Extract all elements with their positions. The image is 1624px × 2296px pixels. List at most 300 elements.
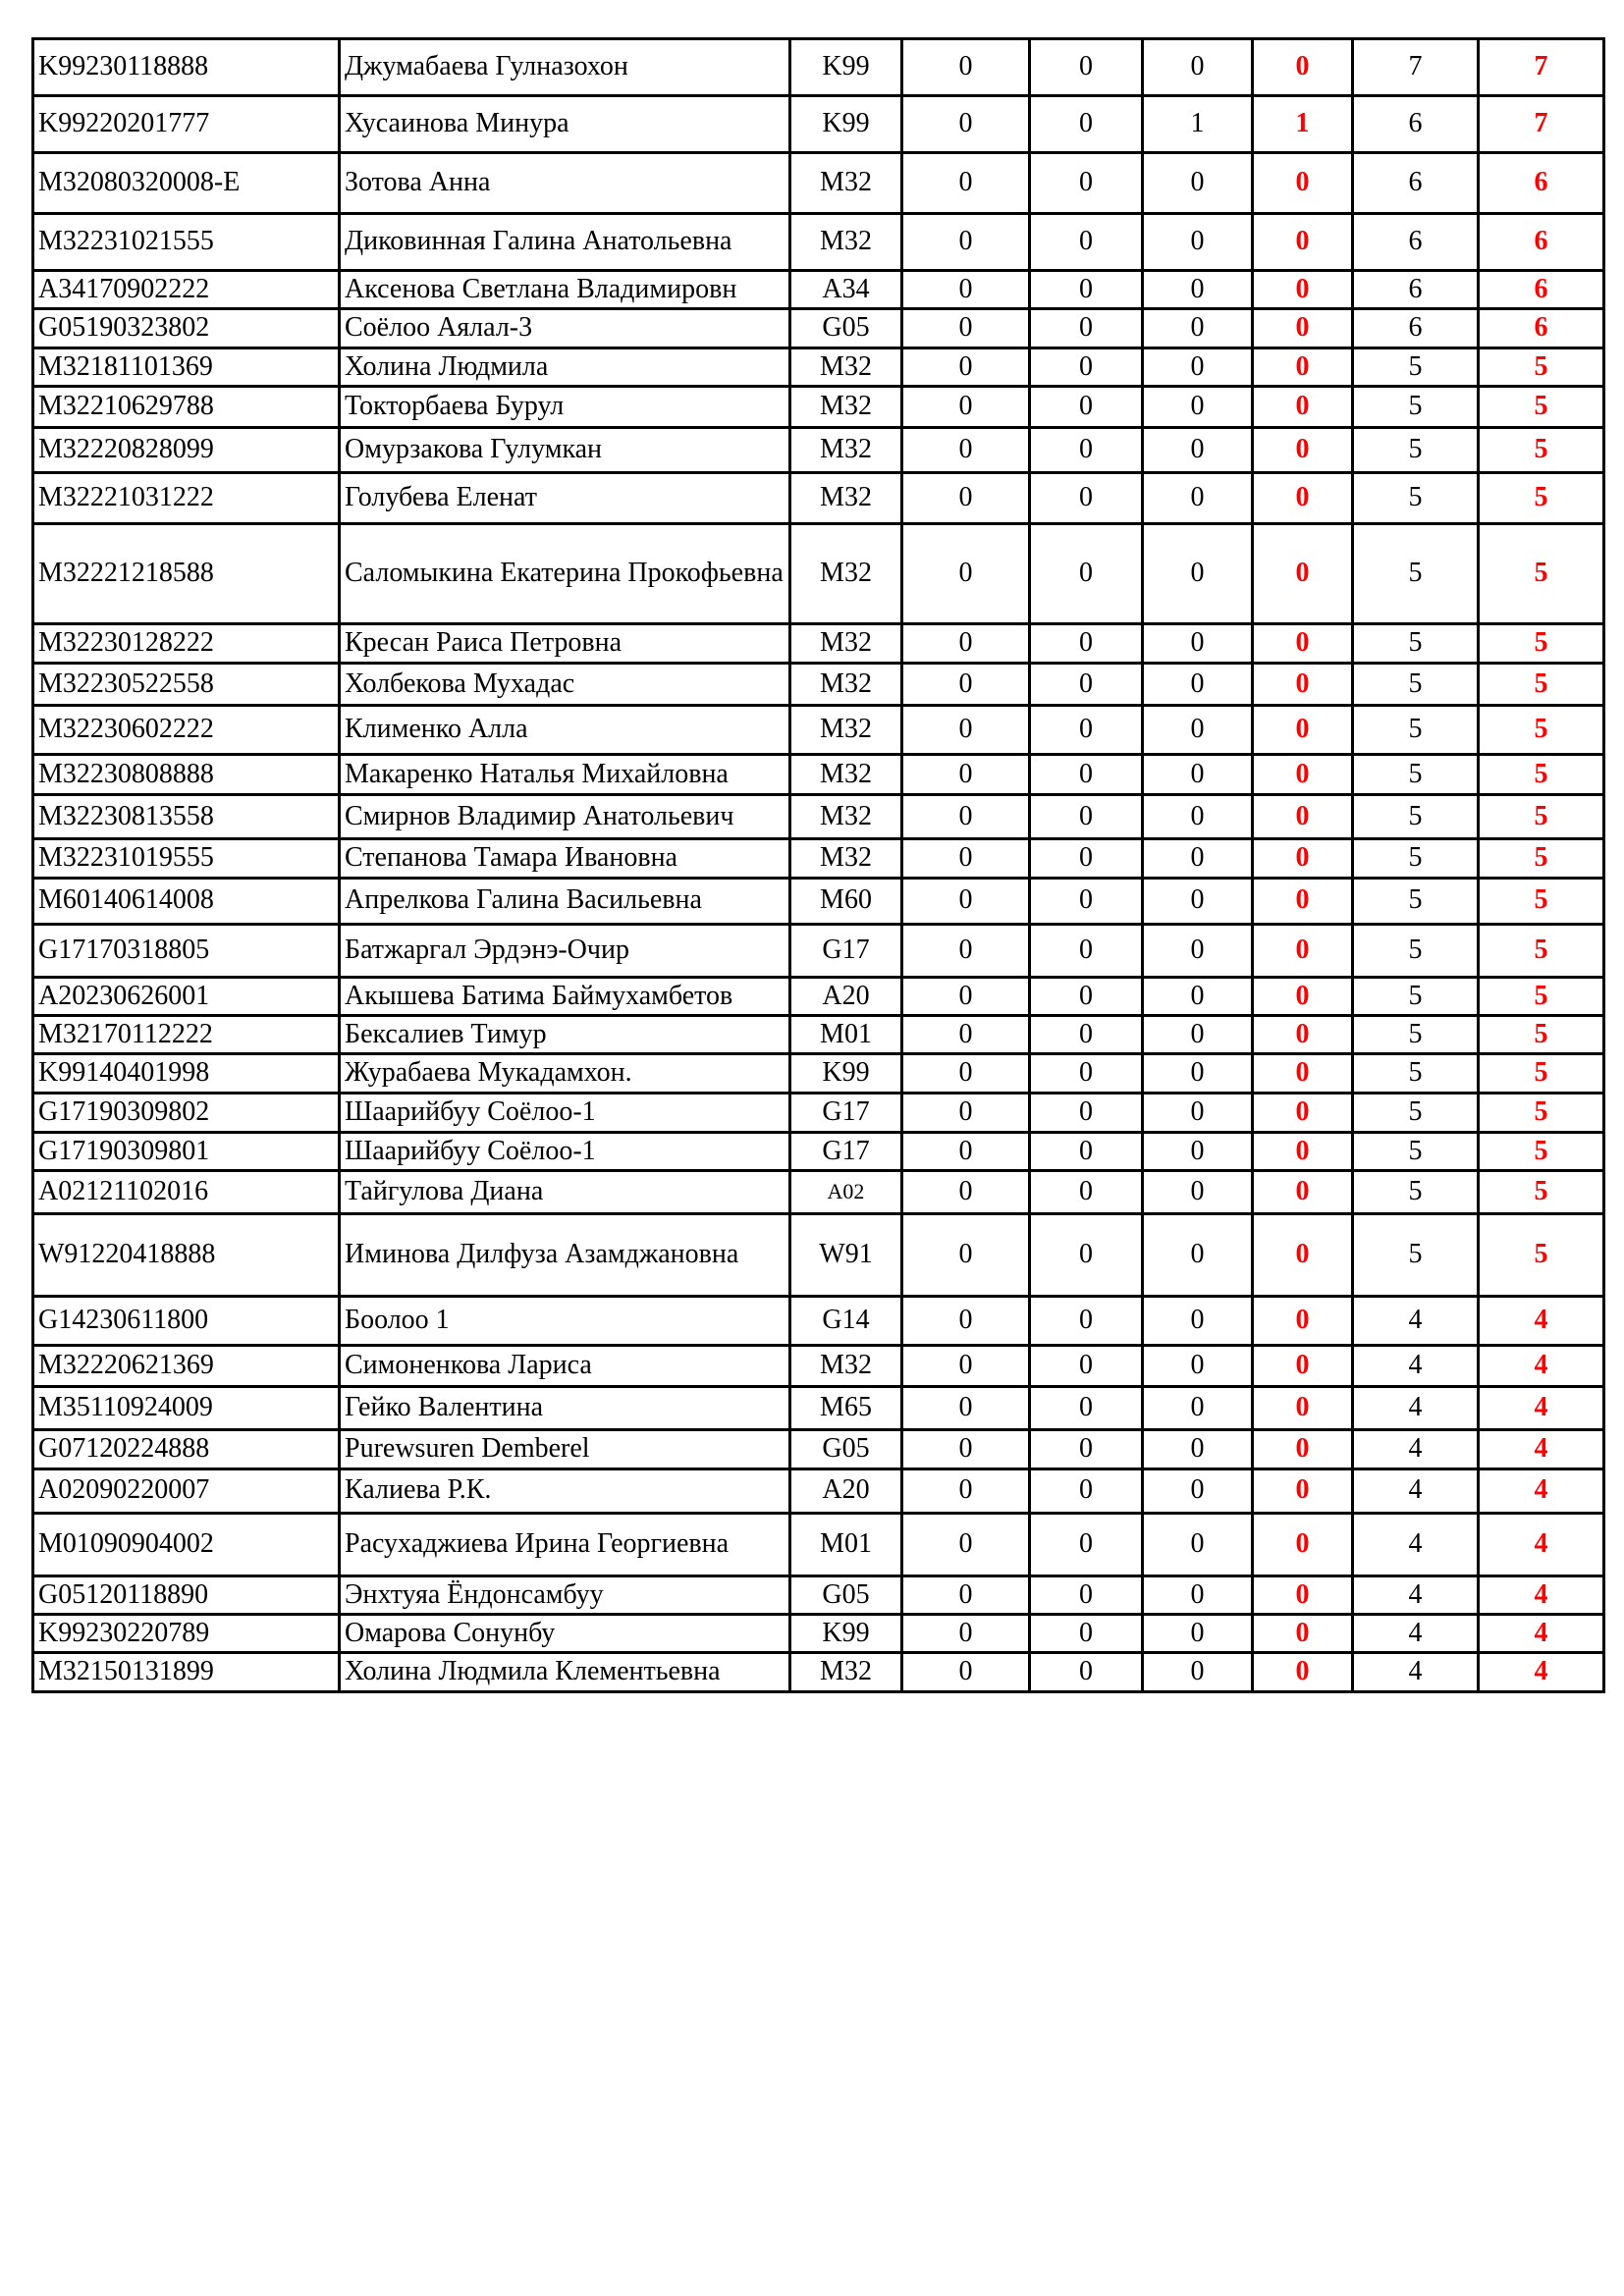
- total-score-cell: 4: [1479, 1468, 1604, 1513]
- total-score-cell: 5: [1479, 924, 1604, 977]
- participant-id-cell: M32230522558: [33, 664, 340, 706]
- score-5-cell: 5: [1353, 755, 1479, 795]
- score-4-highlight-cell: 0: [1253, 878, 1353, 924]
- score-3-cell: 0: [1143, 1132, 1253, 1170]
- participant-id-cell: M32170112222: [33, 1015, 340, 1053]
- score-5-cell: 5: [1353, 924, 1479, 977]
- score-3-cell: 0: [1143, 1653, 1253, 1691]
- score-1-cell: 0: [902, 153, 1030, 214]
- score-3-cell: 0: [1143, 664, 1253, 706]
- score-3-cell: 0: [1143, 1214, 1253, 1297]
- table-row: [33, 39, 1604, 96]
- participant-name-cell: Аксенова Светлана Владимировн: [340, 271, 790, 309]
- score-5-cell: 4: [1353, 1575, 1479, 1614]
- score-2-cell: 0: [1030, 309, 1143, 347]
- participant-id-cell: W91220418888: [33, 1214, 340, 1297]
- group-code-cell: M01: [790, 1015, 902, 1053]
- table-row: [33, 1346, 1604, 1387]
- participant-name-cell: Шаарийбуу Соёлоо-1: [340, 1093, 790, 1132]
- score-4-highlight-cell: 0: [1253, 309, 1353, 347]
- group-code-cell: M01: [790, 1513, 902, 1575]
- participant-name-cell: Батжаргал Эрдэнэ-Очир: [340, 924, 790, 977]
- table-row: [33, 1468, 1604, 1513]
- participant-name-cell: Purewsuren Demberel: [340, 1430, 790, 1468]
- table-row: [33, 347, 1604, 386]
- participant-id-cell: M60140614008: [33, 878, 340, 924]
- participant-name-cell: Расухаджиева Ирина Георгиевна: [340, 1513, 790, 1575]
- participant-name-cell: Диковинная Галина Анатольевна: [340, 214, 790, 271]
- score-4-highlight-cell: 0: [1253, 795, 1353, 839]
- group-code-cell: A20: [790, 977, 902, 1015]
- score-4-highlight-cell: 0: [1253, 214, 1353, 271]
- score-3-cell: 0: [1143, 347, 1253, 386]
- score-5-cell: 4: [1353, 1513, 1479, 1575]
- group-code-cell: M32: [790, 664, 902, 706]
- group-code-cell: M32: [790, 795, 902, 839]
- score-2-cell: 0: [1030, 1430, 1143, 1468]
- score-2-cell: 0: [1030, 1214, 1143, 1297]
- score-3-cell: 0: [1143, 795, 1253, 839]
- score-2-cell: 0: [1030, 1297, 1143, 1346]
- score-4-highlight-cell: 0: [1253, 473, 1353, 524]
- score-1-cell: 0: [902, 977, 1030, 1015]
- group-code-cell: M32: [790, 524, 902, 624]
- group-code-cell: K99: [790, 1614, 902, 1652]
- participant-name-cell: Симоненкова Лариса: [340, 1346, 790, 1387]
- group-code-cell: K99: [790, 1054, 902, 1093]
- table-row: [33, 1297, 1604, 1346]
- score-5-cell: 5: [1353, 706, 1479, 755]
- score-2-cell: 0: [1030, 96, 1143, 153]
- score-3-cell: 0: [1143, 1346, 1253, 1387]
- table-row: [33, 473, 1604, 524]
- total-score-cell: 5: [1479, 795, 1604, 839]
- group-code-cell: G17: [790, 924, 902, 977]
- score-3-cell: 0: [1143, 214, 1253, 271]
- participant-name-cell: Апрелкова Галина Васильевна: [340, 878, 790, 924]
- score-5-cell: 6: [1353, 96, 1479, 153]
- score-4-highlight-cell: 0: [1253, 755, 1353, 795]
- group-code-cell: A02: [790, 1171, 902, 1214]
- score-2-cell: 0: [1030, 664, 1143, 706]
- score-4-highlight-cell: 0: [1253, 428, 1353, 473]
- score-5-cell: 5: [1353, 878, 1479, 924]
- score-1-cell: 0: [902, 96, 1030, 153]
- participant-name-cell: Холина Людмила: [340, 347, 790, 386]
- score-1-cell: 0: [902, 706, 1030, 755]
- table-row: [33, 387, 1604, 428]
- score-1-cell: 0: [902, 428, 1030, 473]
- score-4-highlight-cell: 0: [1253, 347, 1353, 386]
- score-2-cell: 0: [1030, 795, 1143, 839]
- score-1-cell: 0: [902, 755, 1030, 795]
- score-4-highlight-cell: 0: [1253, 153, 1353, 214]
- table-row: [33, 1430, 1604, 1468]
- participant-name-cell: Бексалиев Тимур: [340, 1015, 790, 1053]
- participant-name-cell: Джумабаева Гулназохон: [340, 39, 790, 96]
- score-4-highlight-cell: 0: [1253, 1513, 1353, 1575]
- total-score-cell: 5: [1479, 706, 1604, 755]
- group-code-cell: M32: [790, 1653, 902, 1691]
- score-3-cell: 0: [1143, 524, 1253, 624]
- total-score-cell: 5: [1479, 1132, 1604, 1170]
- score-3-cell: 0: [1143, 1171, 1253, 1214]
- score-1-cell: 0: [902, 1513, 1030, 1575]
- total-score-cell: 5: [1479, 664, 1604, 706]
- table-row: [33, 878, 1604, 924]
- total-score-cell: 5: [1479, 755, 1604, 795]
- score-4-highlight-cell: 0: [1253, 1297, 1353, 1346]
- total-score-cell: 5: [1479, 1214, 1604, 1297]
- table-row: [33, 214, 1604, 271]
- participant-id-cell: M32231019555: [33, 839, 340, 878]
- score-1-cell: 0: [902, 839, 1030, 878]
- score-5-cell: 5: [1353, 387, 1479, 428]
- total-score-cell: 5: [1479, 473, 1604, 524]
- score-1-cell: 0: [902, 1468, 1030, 1513]
- score-2-cell: 0: [1030, 153, 1143, 214]
- participant-name-cell: Журабаева Мукадамхон.: [340, 1054, 790, 1093]
- total-score-cell: 5: [1479, 839, 1604, 878]
- participant-id-cell: M35110924009: [33, 1387, 340, 1430]
- score-2-cell: 0: [1030, 1653, 1143, 1691]
- table-row: [33, 428, 1604, 473]
- total-score-cell: 5: [1479, 428, 1604, 473]
- participant-name-cell: Степанова Тамара Ивановна: [340, 839, 790, 878]
- participant-id-cell: M32221031222: [33, 473, 340, 524]
- score-4-highlight-cell: 0: [1253, 1171, 1353, 1214]
- participant-name-cell: Шаарийбуу Соёлоо-1: [340, 1132, 790, 1170]
- score-4-highlight-cell: 0: [1253, 1614, 1353, 1652]
- score-1-cell: 0: [902, 1171, 1030, 1214]
- total-score-cell: 5: [1479, 977, 1604, 1015]
- score-2-cell: 0: [1030, 1575, 1143, 1614]
- score-3-cell: 0: [1143, 755, 1253, 795]
- score-1-cell: 0: [902, 347, 1030, 386]
- table-row: [33, 795, 1604, 839]
- participant-id-cell: M32231021555: [33, 214, 340, 271]
- score-4-highlight-cell: 0: [1253, 271, 1353, 309]
- table-row: [33, 1575, 1604, 1614]
- participant-name-cell: Макаренко Наталья Михайловна: [340, 755, 790, 795]
- score-4-highlight-cell: 0: [1253, 1054, 1353, 1093]
- score-4-highlight-cell: 0: [1253, 387, 1353, 428]
- participant-id-cell: A20230626001: [33, 977, 340, 1015]
- table-body: [33, 39, 1604, 1692]
- score-3-cell: 0: [1143, 1015, 1253, 1053]
- participant-id-cell: G17190309801: [33, 1132, 340, 1170]
- participant-id-cell: G17170318805: [33, 924, 340, 977]
- score-2-cell: 0: [1030, 271, 1143, 309]
- score-5-cell: 5: [1353, 1132, 1479, 1170]
- score-5-cell: 4: [1353, 1468, 1479, 1513]
- score-2-cell: 0: [1030, 624, 1143, 664]
- participant-id-cell: A02090220007: [33, 1468, 340, 1513]
- total-score-cell: 6: [1479, 153, 1604, 214]
- score-2-cell: 0: [1030, 387, 1143, 428]
- score-5-cell: 5: [1353, 664, 1479, 706]
- participant-name-cell: Зотова Анна: [340, 153, 790, 214]
- table-row: [33, 977, 1604, 1015]
- total-score-cell: 5: [1479, 1015, 1604, 1053]
- participant-name-cell: Омурзакова Гулумкан: [340, 428, 790, 473]
- score-2-cell: 0: [1030, 347, 1143, 386]
- score-5-cell: 4: [1353, 1430, 1479, 1468]
- participant-id-cell: G14230611800: [33, 1297, 340, 1346]
- score-5-cell: 5: [1353, 1054, 1479, 1093]
- group-code-cell: W91: [790, 1214, 902, 1297]
- participant-id-cell: M32080320008-E: [33, 153, 340, 214]
- group-code-cell: M32: [790, 624, 902, 664]
- score-2-cell: 0: [1030, 524, 1143, 624]
- participant-id-cell: M32230128222: [33, 624, 340, 664]
- score-3-cell: 0: [1143, 878, 1253, 924]
- score-1-cell: 0: [902, 524, 1030, 624]
- group-code-cell: G17: [790, 1132, 902, 1170]
- table-row: [33, 664, 1604, 706]
- group-code-cell: G17: [790, 1093, 902, 1132]
- score-4-highlight-cell: 0: [1253, 1214, 1353, 1297]
- score-3-cell: 0: [1143, 309, 1253, 347]
- score-2-cell: 0: [1030, 977, 1143, 1015]
- score-3-cell: 0: [1143, 1614, 1253, 1652]
- score-4-highlight-cell: 0: [1253, 624, 1353, 664]
- group-code-cell: G05: [790, 1575, 902, 1614]
- score-3-cell: 0: [1143, 624, 1253, 664]
- total-score-cell: 4: [1479, 1387, 1604, 1430]
- score-5-cell: 5: [1353, 524, 1479, 624]
- participant-name-cell: Клименко Алла: [340, 706, 790, 755]
- group-code-cell: A34: [790, 271, 902, 309]
- score-2-cell: 0: [1030, 1346, 1143, 1387]
- group-code-cell: A20: [790, 1468, 902, 1513]
- participant-id-cell: M32221218588: [33, 524, 340, 624]
- score-4-highlight-cell: 0: [1253, 706, 1353, 755]
- participant-name-cell: Боолоо 1: [340, 1297, 790, 1346]
- score-1-cell: 0: [902, 39, 1030, 96]
- score-4-highlight-cell: 0: [1253, 1430, 1353, 1468]
- participant-id-cell: M32220828099: [33, 428, 340, 473]
- group-code-cell: M32: [790, 755, 902, 795]
- score-1-cell: 0: [902, 924, 1030, 977]
- score-5-cell: 6: [1353, 271, 1479, 309]
- score-3-cell: 0: [1143, 1575, 1253, 1614]
- score-1-cell: 0: [902, 387, 1030, 428]
- score-3-cell: 0: [1143, 977, 1253, 1015]
- total-score-cell: 5: [1479, 1093, 1604, 1132]
- table-row: [33, 755, 1604, 795]
- group-code-cell: M32: [790, 153, 902, 214]
- score-1-cell: 0: [902, 624, 1030, 664]
- group-code-cell: G14: [790, 1297, 902, 1346]
- table-row: [33, 1214, 1604, 1297]
- score-5-cell: 4: [1353, 1297, 1479, 1346]
- score-3-cell: 0: [1143, 706, 1253, 755]
- table-row: [33, 924, 1604, 977]
- participant-id-cell: M32181101369: [33, 347, 340, 386]
- participant-id-cell: G05120118890: [33, 1575, 340, 1614]
- table-row: [33, 624, 1604, 664]
- group-code-cell: M32: [790, 839, 902, 878]
- score-5-cell: 4: [1353, 1614, 1479, 1652]
- score-4-highlight-cell: 0: [1253, 524, 1353, 624]
- group-code-cell: K99: [790, 39, 902, 96]
- group-code-cell: M32: [790, 428, 902, 473]
- score-4-highlight-cell: 0: [1253, 1346, 1353, 1387]
- table-row: [33, 153, 1604, 214]
- score-1-cell: 0: [902, 1093, 1030, 1132]
- participant-name-cell: Холбекова Мухадас: [340, 664, 790, 706]
- score-1-cell: 0: [902, 1346, 1030, 1387]
- score-3-cell: 0: [1143, 428, 1253, 473]
- table-row: [33, 1015, 1604, 1053]
- participant-id-cell: G07120224888: [33, 1430, 340, 1468]
- score-3-cell: 0: [1143, 1468, 1253, 1513]
- group-code-cell: M32: [790, 347, 902, 386]
- table-row: [33, 706, 1604, 755]
- score-3-cell: 0: [1143, 839, 1253, 878]
- total-score-cell: 5: [1479, 524, 1604, 624]
- score-5-cell: 6: [1353, 153, 1479, 214]
- participant-name-cell: Токторбаева Бурул: [340, 387, 790, 428]
- score-2-cell: 0: [1030, 1513, 1143, 1575]
- score-1-cell: 0: [902, 1575, 1030, 1614]
- score-4-highlight-cell: 0: [1253, 1015, 1353, 1053]
- score-2-cell: 0: [1030, 428, 1143, 473]
- group-code-cell: M32: [790, 1346, 902, 1387]
- participant-name-cell: Саломыкина Екатерина Прокофьевна: [340, 524, 790, 624]
- score-2-cell: 0: [1030, 1132, 1143, 1170]
- score-2-cell: 0: [1030, 1093, 1143, 1132]
- total-score-cell: 5: [1479, 347, 1604, 386]
- table-row: [33, 309, 1604, 347]
- score-3-cell: 0: [1143, 1513, 1253, 1575]
- participant-id-cell: K99220201777: [33, 96, 340, 153]
- score-5-cell: 5: [1353, 347, 1479, 386]
- participant-id-cell: A02121102016: [33, 1171, 340, 1214]
- results-table: [31, 37, 1605, 1693]
- total-score-cell: 4: [1479, 1297, 1604, 1346]
- score-4-highlight-cell: 0: [1253, 39, 1353, 96]
- table-row: [33, 1653, 1604, 1691]
- score-4-highlight-cell: 0: [1253, 664, 1353, 706]
- score-2-cell: 0: [1030, 1171, 1143, 1214]
- score-2-cell: 0: [1030, 1054, 1143, 1093]
- total-score-cell: 4: [1479, 1430, 1604, 1468]
- score-1-cell: 0: [902, 1387, 1030, 1430]
- participant-name-cell: Иминова Дилфуза Азамджановна: [340, 1214, 790, 1297]
- score-2-cell: 0: [1030, 1387, 1143, 1430]
- score-3-cell: 0: [1143, 1387, 1253, 1430]
- score-3-cell: 0: [1143, 271, 1253, 309]
- score-2-cell: 0: [1030, 1614, 1143, 1652]
- score-5-cell: 4: [1353, 1346, 1479, 1387]
- participant-id-cell: M01090904002: [33, 1513, 340, 1575]
- score-3-cell: 0: [1143, 1297, 1253, 1346]
- score-5-cell: 6: [1353, 309, 1479, 347]
- score-1-cell: 0: [902, 271, 1030, 309]
- table-row: [33, 1054, 1604, 1093]
- participant-id-cell: K99230118888: [33, 39, 340, 96]
- score-2-cell: 0: [1030, 1015, 1143, 1053]
- total-score-cell: 4: [1479, 1513, 1604, 1575]
- score-1-cell: 0: [902, 1015, 1030, 1053]
- table-row: [33, 96, 1604, 153]
- score-3-cell: 1: [1143, 96, 1253, 153]
- score-2-cell: 0: [1030, 924, 1143, 977]
- participant-name-cell: Соёлоо Аялал-3: [340, 309, 790, 347]
- total-score-cell: 5: [1479, 387, 1604, 428]
- score-1-cell: 0: [902, 1132, 1030, 1170]
- total-score-cell: 4: [1479, 1346, 1604, 1387]
- score-3-cell: 0: [1143, 39, 1253, 96]
- total-score-cell: 5: [1479, 878, 1604, 924]
- total-score-cell: 4: [1479, 1614, 1604, 1652]
- participant-name-cell: Тайгулова Диана: [340, 1171, 790, 1214]
- score-4-highlight-cell: 0: [1253, 1132, 1353, 1170]
- score-2-cell: 0: [1030, 878, 1143, 924]
- score-4-highlight-cell: 0: [1253, 977, 1353, 1015]
- score-1-cell: 0: [902, 795, 1030, 839]
- score-5-cell: 4: [1353, 1653, 1479, 1691]
- participant-id-cell: G05190323802: [33, 309, 340, 347]
- score-1-cell: 0: [902, 1614, 1030, 1652]
- total-score-cell: 7: [1479, 96, 1604, 153]
- group-code-cell: M65: [790, 1387, 902, 1430]
- participant-name-cell: Смирнов Владимир Анатольевич: [340, 795, 790, 839]
- total-score-cell: 6: [1479, 271, 1604, 309]
- table-row: [33, 1614, 1604, 1652]
- score-2-cell: 0: [1030, 839, 1143, 878]
- score-2-cell: 0: [1030, 473, 1143, 524]
- score-2-cell: 0: [1030, 39, 1143, 96]
- score-5-cell: 5: [1353, 1093, 1479, 1132]
- participant-name-cell: Энхтуяа Ёндонсамбуу: [340, 1575, 790, 1614]
- score-4-highlight-cell: 0: [1253, 839, 1353, 878]
- table-row: [33, 1093, 1604, 1132]
- participant-name-cell: Хусаинова Минура: [340, 96, 790, 153]
- participant-name-cell: Акышева Батима Баймухамбетов: [340, 977, 790, 1015]
- score-3-cell: 0: [1143, 924, 1253, 977]
- total-score-cell: 5: [1479, 1171, 1604, 1214]
- table-row: [33, 1171, 1604, 1214]
- score-3-cell: 0: [1143, 473, 1253, 524]
- total-score-cell: 5: [1479, 1054, 1604, 1093]
- score-1-cell: 0: [902, 1653, 1030, 1691]
- participant-id-cell: M32230602222: [33, 706, 340, 755]
- score-5-cell: 5: [1353, 795, 1479, 839]
- participant-id-cell: M32210629788: [33, 387, 340, 428]
- group-code-cell: M32: [790, 706, 902, 755]
- total-score-cell: 4: [1479, 1575, 1604, 1614]
- participant-id-cell: M32230808888: [33, 755, 340, 795]
- table-row: [33, 839, 1604, 878]
- group-code-cell: K99: [790, 96, 902, 153]
- participant-id-cell: K99140401998: [33, 1054, 340, 1093]
- participant-name-cell: Холина Людмила Клементьевна: [340, 1653, 790, 1691]
- score-5-cell: 5: [1353, 428, 1479, 473]
- score-4-highlight-cell: 0: [1253, 924, 1353, 977]
- score-3-cell: 0: [1143, 1054, 1253, 1093]
- group-code-cell: G05: [790, 309, 902, 347]
- score-2-cell: 0: [1030, 214, 1143, 271]
- total-score-cell: 7: [1479, 39, 1604, 96]
- group-code-cell: M32: [790, 473, 902, 524]
- participant-id-cell: M32150131899: [33, 1653, 340, 1691]
- group-code-cell: M60: [790, 878, 902, 924]
- score-3-cell: 0: [1143, 1093, 1253, 1132]
- score-5-cell: 4: [1353, 1387, 1479, 1430]
